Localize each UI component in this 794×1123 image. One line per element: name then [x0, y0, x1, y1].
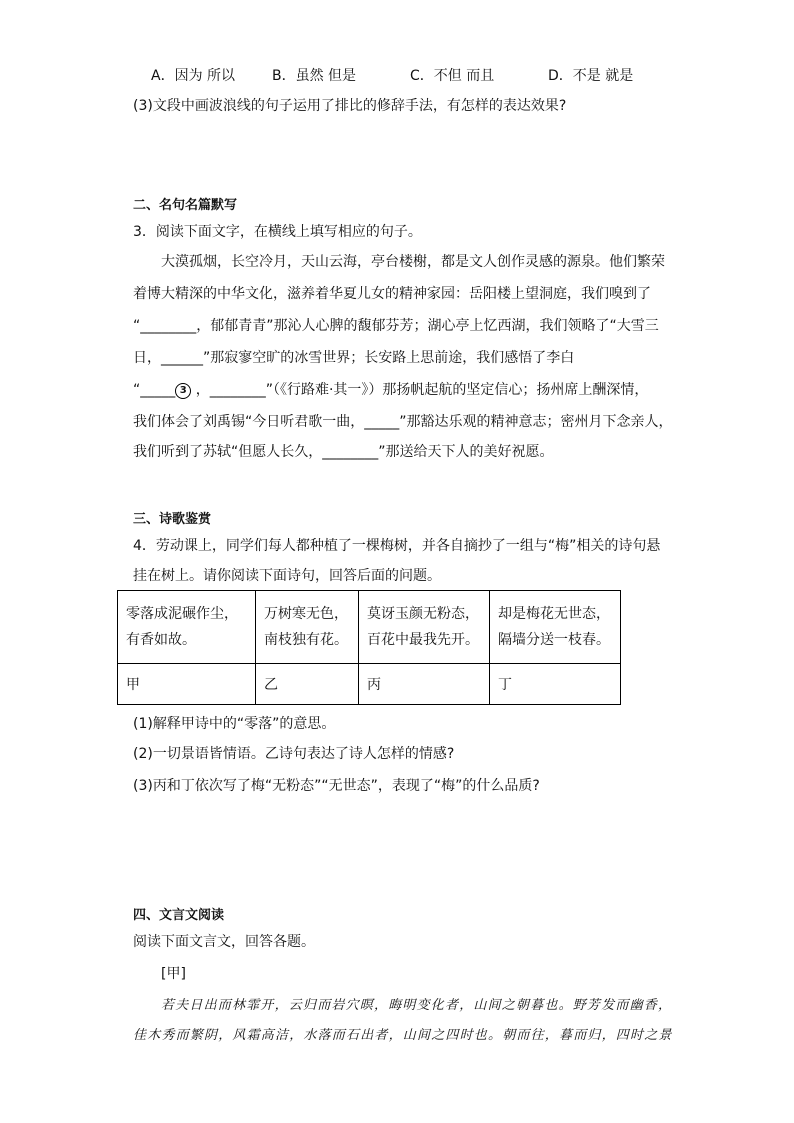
option-c: C．不但 而且: [410, 68, 495, 84]
section3-heading: 三、诗歌鉴赏: [133, 512, 212, 527]
paragraph-line-4: 日，______”那寂寥空旷的冰雪世界；长安路上思前途，我们感悟了李白: [133, 350, 575, 366]
poem-labels-row: [118, 664, 621, 705]
paragraph-line-5-rest: ，________”（《行路难·其一》）那扬帆起航的坚定信心；扬州席上酬深情，: [191, 382, 649, 398]
paragraph-line-1: 大漠孤烟，长空冷月，天山云海，亭台楼榭，都是文人创作灵感的源泉。他们繁荣: [161, 254, 665, 270]
classical-text-line-1: 若夫日出而林霏开，云归而岩穴暝，晦明变化者，山间之朝暮也。野芳发而幽香，: [161, 998, 673, 1013]
poem-cell-jia: [118, 591, 256, 664]
label-ding: 丁: [490, 664, 621, 705]
poem-cell-bing: [359, 591, 490, 664]
poem-lines-row: [118, 591, 621, 664]
poem-bing-line1: 莫讶玉颜无粉态，: [367, 606, 479, 622]
question-sub3: (3)文段中画波浪线的句子运用了排比的修辞手法，有怎样的表达效果?: [133, 98, 567, 114]
label-jia: 甲: [118, 664, 256, 705]
poem-cell-yi: [256, 591, 359, 664]
paragraph-line-3: “________，郁郁青青”那沁人心脾的馥郁芬芳；湖心亭上忆西湖，我们领略了“大雪三: [133, 318, 659, 334]
label-yi: 乙: [256, 664, 359, 705]
poem-jia-line1: 零落成泥碾作尘，: [126, 606, 238, 622]
classical-text-line-2: 佳木秀而繁阴，风霜高洁，水落而石出者，山间之四时也。朝而往，暮而归，四时之景: [133, 1028, 673, 1043]
part-label-jia: [甲]: [161, 966, 186, 982]
question4-line-1: 4．劳动课上，同学们每人都种植了一棵梅树，并各自摘抄了一组与“梅”相关的诗句悬: [133, 538, 661, 554]
poem-yi-line1: 万树寒无色，: [264, 606, 348, 622]
poem-cell-ding: [490, 591, 621, 664]
section3-sub1: (1)解释甲诗中的“零落”的意思。: [133, 716, 336, 732]
poem-yi-line2: 南枝独有花。: [264, 632, 348, 648]
paragraph-line-7: 我们听到了苏轼“但愿人长久，________”那送给天下人的美好祝愿。: [133, 444, 554, 460]
section2-question: 3．阅读下面文字，在横线上填写相应的句子。: [133, 224, 422, 240]
paragraph-line-6: 我们体会了刘禹锡“今日听君歌一曲，_____”那豁达乐观的精神意志；密州月下念亲人，: [133, 414, 673, 430]
section4-instruction: 阅读下面文言文，回答各题。: [133, 934, 315, 950]
paragraph-line-5: [133, 380, 648, 400]
section4-heading: 四、文言文阅读: [133, 908, 225, 923]
poem-table: [117, 590, 621, 705]
poem-ding-line1: 却是梅花无世态，: [498, 606, 610, 622]
poem-ding-line2: 隔墙分送一枝春。: [498, 632, 610, 648]
paragraph-line-2: 着博大精深的中华文化，滋养着华夏儿女的精神家园：岳阳楼上望洞庭，我们嗅到了: [133, 286, 651, 302]
label-bing: 丙: [359, 664, 490, 705]
section2-heading: 二、名句名篇默写: [133, 198, 238, 213]
question4-line-2: 挂在树上。请你阅读下面诗句，回答后面的问题。: [133, 568, 441, 584]
section3-sub3: (3)丙和丁依次写了梅“无粉态”“无世态”，表现了“梅”的什么品质?: [133, 778, 540, 794]
option-d: D．不是 就是: [548, 68, 634, 84]
poem-jia-line2: 有香如故。: [126, 632, 196, 648]
paragraph-line-5-start: “_____: [133, 382, 176, 398]
poem-bing-line2: 百花中最我先开。: [367, 632, 479, 648]
option-a: A．因为 所以: [151, 68, 236, 84]
circled-number-mark: 3: [175, 383, 191, 399]
option-b: B．虽然 但是: [272, 68, 357, 84]
section3-sub2: (2)一切景语皆情语。乙诗句表达了诗人怎样的情感?: [133, 746, 455, 762]
